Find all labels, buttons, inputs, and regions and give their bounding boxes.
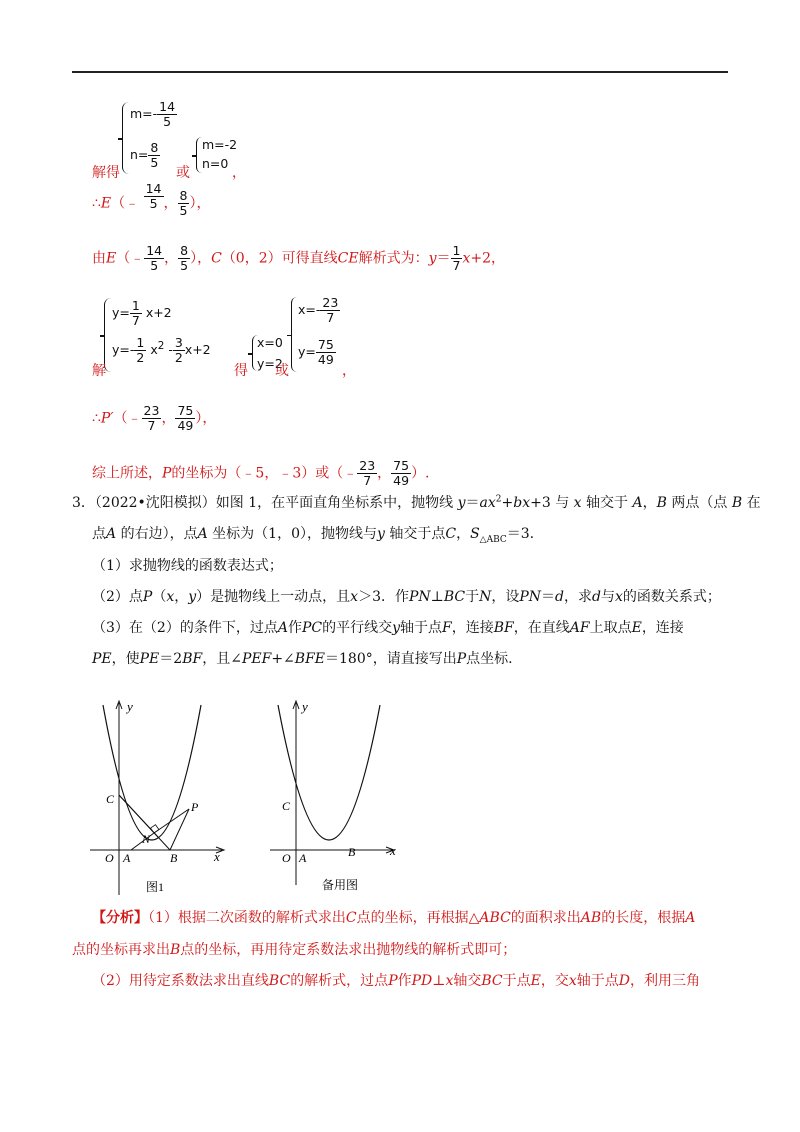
system-brace	[122, 102, 129, 174]
header-rule	[72, 71, 728, 73]
line-CE: 由E（﹣ $\frac{14}{5}$ ， $\frac{8}{5}$ ），C（0，2）可得直线CE解析式为：y＝ $\frac{1}{7}$ x+2，	[92, 243, 505, 273]
y-axis-label: y	[302, 699, 308, 714]
trail-comma: ，	[232, 165, 246, 181]
figure-2	[270, 695, 405, 895]
x-axis-label: x	[390, 843, 396, 858]
point-B-label: B	[170, 851, 178, 865]
or-label: 或	[176, 165, 190, 181]
problem-3-q1: （1）求抛物线的函数表达式；	[92, 558, 283, 574]
problem-3-line2: 点A 的右边），点A 坐标为（1，0），抛物线与y 轴交于点C，$S_{\triangle ABC}=3$.	[92, 526, 535, 545]
solution-y: y=2	[257, 356, 283, 371]
solve-label: 解得	[92, 165, 120, 181]
origin-label: O	[105, 851, 114, 865]
point-P-label: P	[191, 800, 199, 814]
problem-3-q2: （2）点P（x，y）是抛物线上一动点，且x＞3．作PN⊥BC于N，设PN＝d，求d与x的函数关系式；	[92, 589, 721, 605]
figure-caption: 图1	[146, 880, 165, 894]
or-label: 或	[275, 363, 289, 379]
point-P-prime-line: ∴P′（﹣ $\frac{23}{7}$ ， $\frac{75}{49}$ ），	[92, 403, 217, 433]
problem-3-q3-line2: PE，使PE＝2BF，且∠PEF+∠BFE＝180°，请直接写出P点坐标.	[92, 651, 513, 667]
equation-m2: m=-2	[202, 137, 238, 152]
solution-x: x=0	[257, 335, 283, 350]
solution-y2: y= $\frac{75}{49}$	[298, 337, 334, 367]
analysis-line1: 【分析】（1）根据二次函数的解析式求出C点的坐标，再根据△ABC的面积求出AB的长度，根据A	[92, 910, 696, 926]
problem-3-q3-line1: （3）在（2）的条件下，过点A作PC的平行线交y轴于点F，连接BF，在直线AF上取点E，连接	[92, 620, 684, 636]
problem-3-line1: 3．（2022•沈阳模拟）如图 1，在平面直角坐标系中，抛物线 $y=ax^2+bx+3$ 与 x 轴交于 A，B 两点（点 B 在	[72, 494, 761, 511]
point-E-line: ∴E（﹣ $\frac{14}{5}$ ， $\frac{8}{5}$ ），	[92, 181, 211, 218]
point-A-label: A	[299, 851, 307, 865]
solution-x2: x=- $\frac{23}{7}$	[298, 295, 339, 325]
equation-parabola: y=- $\frac{1}{2}$ $x^2$ - $\frac{3}{2}$ x+2	[112, 335, 211, 365]
analysis-line3: （2）用待定系数法求出直线BC的解析式，过点P作PD⊥x轴交BC于点E，交x轴于点D，利用三角	[92, 973, 700, 989]
equation-n2: n=0	[202, 156, 229, 171]
get-label: 得	[234, 363, 248, 379]
equation-line: y= $\frac{1}{7}$ x+2	[112, 298, 172, 328]
point-B-label: B	[348, 845, 356, 859]
equation-m: m=- $\frac{14}{5}$	[130, 99, 176, 129]
trail-comma: ，	[342, 363, 356, 379]
point-A-label: A	[123, 851, 131, 865]
point-C-label: C	[282, 799, 291, 813]
summary-line: 综上所述，P的坐标为（﹣5，﹣3）或（﹣ $\frac{23}{7}$ ， $\frac{75}{49}$ ）.	[92, 458, 430, 488]
figure-caption: 备用图	[322, 878, 359, 892]
analysis-line2: 点的坐标再求出B点的坐标，再用待定系数法求出抛物线的解析式即可；	[72, 942, 517, 958]
x-axis-label: x	[214, 849, 220, 864]
figure-1	[90, 695, 240, 900]
system-brace	[291, 297, 297, 372]
point-N-label: N	[142, 832, 151, 846]
origin-label: O	[282, 851, 291, 865]
point-C-label: C	[106, 792, 115, 806]
solve-label: 解	[92, 363, 106, 379]
y-axis-label: y	[127, 699, 133, 714]
equation-n: n= $\frac{8}{5}$	[130, 140, 159, 170]
